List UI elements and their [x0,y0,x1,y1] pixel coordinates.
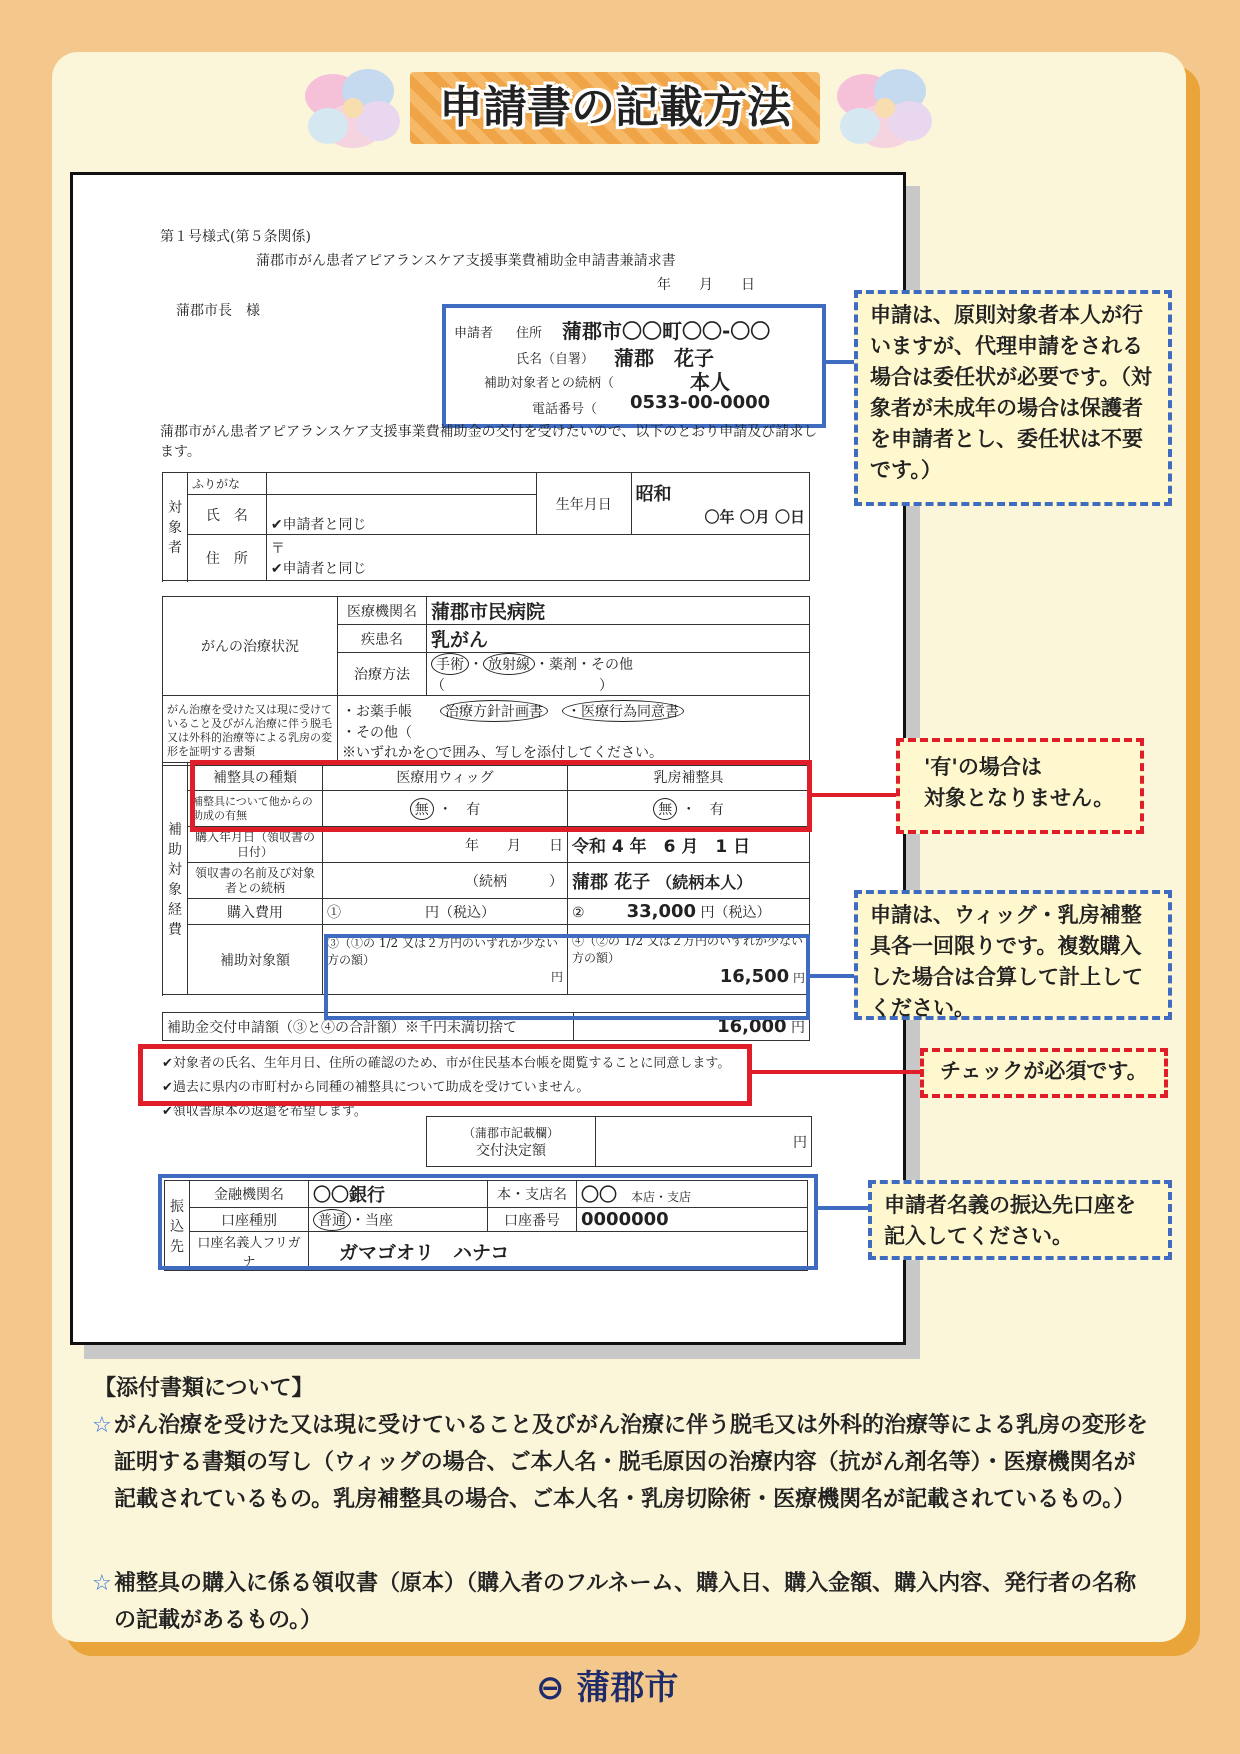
method-label: 治療方法 [338,653,427,696]
sub3-text: ③（①の 1/2 又は２万円のいずれか少ない方の額） [327,936,558,967]
cost-wig: ① 円（税込） [323,899,568,925]
cost-breast-suffix: 円（税込） [700,905,771,921]
birthdate-cell [631,473,809,535]
attachment-item-2 [92,1565,1152,1639]
name-same-text: 申請者と同じ [282,517,367,533]
other-aid-label: 補整具について他からの助成の有無 [188,791,323,827]
birthdate-label: 生年月日 [536,473,631,535]
account-type-alt: ・当座 [351,1212,393,1229]
cost-breast-prefix: ② [572,905,585,921]
treatment-table [162,596,810,766]
breast-none-circled: 無 [653,798,677,820]
receipt-wig: （続柄 ） [323,863,568,899]
attachment-item-1 [92,1407,1152,1518]
bank-label: 金融機関名 [190,1181,309,1208]
name-value: 蒲郡 花子 [614,346,714,370]
subsidy-connector [806,974,854,978]
wig-yes: ・ 有 [438,801,481,818]
treatment-status-label: がんの治療状況 [163,597,338,696]
cost-breast-cell [568,899,810,925]
breast-yes: ・ 有 [681,801,724,818]
relation-value: 本人 [690,370,730,394]
attachment-item-2-text: 補整具の購入に係る領収書（原本）（購入者のフルネーム、購入日、購入金額、購入内容、発行者の名称の記載があるもの。） [114,1571,1137,1633]
check-item-3: ✔領収書原本の返還を希望します。 [162,1104,367,1119]
flower-decoration-right-icon [830,56,940,156]
name-label: 氏名（自署） [516,352,595,367]
check-connector [750,1070,920,1074]
account-no-value: 0000000 [577,1208,808,1232]
form-intro: 蒲郡市がん患者アピアランスケア支援事業費補助金の交付を受けたいので、以下のとおり申請及び請求します。 [160,424,818,460]
holder-value: ガマゴオリ ハナコ [309,1232,808,1271]
name-same-cell: ✔申請者と同じ [266,495,536,535]
form-heading: 蒲郡市がん患者アピアランスケア支援事業費補助金申請書兼請求書 [256,253,676,269]
cost-breast: 33,000 [626,901,697,922]
transfer-label: 振込先 [165,1181,190,1271]
receipt-breast-relation: （続柄本人） [664,872,753,892]
check-highlight-box [138,1044,752,1106]
subject-table [162,472,810,581]
proof-opt3-circled: ・医療行為同意書 [562,700,684,722]
phone-value: 0533-00-0000 [630,392,771,413]
device-type-label: 補整具の種類 [188,763,323,791]
branch-label: 本・支店名 [488,1181,577,1208]
purchase-date-breast: 令和 4 年 6 月 1 日 [568,827,810,863]
callout-check: チェックが必須です。 [920,1048,1168,1098]
attachment-item-1-text: がん治療を受けた又は現に受けていること及びがん治療に伴う脱毛又は外科的治療等による乳房の変形を証明する書類の写し（ウィッグの場合、ご本人名・脱毛原因の治療内容（抗がん剤名等）・医療機関名が記載されているもの。乳房補整具の場合、ご本人名・乳房切除術・医療機関名が記載されているもの。） [114,1413,1149,1512]
bank-value: 〇〇銀行 [309,1181,488,1208]
check-2-text: 過去に県内の市町村から同種の補整具について助成を受けていません。 [172,1080,590,1095]
city-column-label: （蒲郡市記載欄） [462,1125,559,1140]
form-date: 年 月 日 [657,277,755,293]
check-3-text: 領収書原本の返還を希望します。 [172,1104,367,1119]
sub4-text: ④（②の 1/2 又は２万円のいずれか少ない方の額） [572,934,803,965]
phone-label: 電話番号（ [532,402,598,417]
furigana-cell [266,473,536,495]
account-type-label: 口座種別 [190,1208,309,1232]
subsidy-amount-highlight-box [324,934,810,1020]
sub3-value: 円 [550,970,563,984]
purchase-date-wig: 年 月 日 [323,827,568,863]
disease-label: 疾患名 [338,625,427,653]
applicant-highlight-box [442,304,826,428]
city-logo [536,1663,678,1713]
proof-opt2-circled: 治療方針計画書 [440,700,548,722]
callout-account: 申請者名義の振込先口座を記入してください。 [868,1180,1172,1260]
star-icon: ☆ [92,1413,112,1438]
relation-label: 補助対象者との続柄（ [484,376,615,391]
branch-suffix: 本店・支店 [631,1190,692,1204]
city-name: 蒲郡市 [576,1668,679,1708]
star-icon: ☆ [92,1571,112,1596]
receipt-name-label: 領収書の名前及び対象者との続柄 [188,863,323,899]
city-column-table [426,1116,812,1167]
proof-cell [338,696,810,766]
address-same-text: 申請者と同じ [282,560,367,577]
purchase-date-label: 購入年月日（領収書の日付） [188,827,323,863]
applicant-label: 申請者 [454,326,494,341]
attachments-heading: 【添付書類について】 [94,1376,314,1401]
callout-applicant: 申請は、原則対象者本人が行いますが、代理申請をされる場合は委任状が必要です。（対象者が未成年の場合は保護者を申請者とし、委任状は不要です。） [854,290,1172,506]
check-1-text: 対象者の氏名、生年月日、住所の確認のため、市が住民基本台帳を閲覧することに同意します。 [172,1056,731,1071]
institution-label: 医療機関名 [338,597,427,625]
receipt-breast-cell [568,863,810,899]
sub4-value: 16,500 [719,966,790,987]
wig-label: 医療用ウィッグ [323,763,568,791]
method-surgery-circled: 手術 [431,653,469,675]
cost-label: 購入費用 [188,899,323,925]
check-item-1: ✔対象者の氏名、生年月日、住所の確認のため、市が住民基本台帳を閲覧することに同意します。 [162,1056,731,1071]
subsidy-amount-label: 補助対象額 [188,925,323,995]
total-value: 16,000 [717,1016,787,1037]
subject-header: 対象者 [163,473,188,581]
wig-none-circled: 無 [410,798,434,820]
receipt-breast-name: 蒲郡 花子 [572,871,651,893]
proof-other: ・その他（ [342,724,412,741]
page-title: 申請書の記載方法 [439,82,791,133]
total-label: 補助金交付申請額（③と④の合計額）※千円未満切捨て [163,1013,574,1041]
aid-highlight-box [190,760,812,832]
method-cell: 手術 ・ 放射線 ・薬剤・その他（ ） [427,653,810,696]
method-radiation-circled: 放射線 [483,653,535,675]
total-yen: 円 [791,1020,805,1036]
applicant-connector [822,360,854,364]
proof-label: がん治療を受けた又は現に受けていること及びがん治療に伴う脱毛又は外科的治療等による乳房の変形を証明する書類 [163,696,338,766]
shimei-label: 氏 名 [187,495,266,535]
proof-note: ※いずれかを○で囲み、写しを添付してください。 [342,744,664,761]
city-column-cell [427,1117,596,1167]
callout-once: 申請は、ウィッグ・乳房補整具各一回限りです。複数購入した場合は合算して計上してください。 [854,890,1172,1020]
form-style-number: 第１号様式(第５条関係) [160,229,311,245]
birth-value: 〇年 〇月 〇日 [704,508,805,526]
bank-connector [814,1206,868,1210]
decision-label: 交付決定額 [476,1142,546,1159]
address-label: 住所 [516,326,543,341]
flower-decoration-left-icon [298,56,408,156]
account-no-label: 口座番号 [488,1208,577,1232]
aid-connector [807,793,897,797]
holder-label: 口座名義人フリガナ [190,1232,309,1271]
form-addressee: 蒲郡市長 様 [176,303,260,319]
callout-aid: '有'の場合は 対象となりません。 [896,738,1144,834]
institution-value: 蒲郡市民病院 [427,597,810,625]
postal-mark: 〒 [270,540,285,557]
breast-label: 乳房補整具 [568,763,810,791]
address-value: 蒲郡市〇〇町〇〇-〇〇 [562,319,771,343]
account-type-circled: 普通 [313,1209,351,1231]
branch-value: 〇〇 [581,1185,617,1206]
disease-value: 乳がん [427,625,810,653]
proof-opt1: ・お薬手帳 [342,703,412,720]
subsidy-target-label: 補助対象経費 [163,763,188,995]
sub4-yen: 円 [792,971,805,985]
bank-highlight-box [158,1174,818,1270]
city-mark-icon: ⊖ [536,1668,565,1708]
check-item-2: ✔過去に県内の市町村から同種の補整具について助成を受けていません。 [162,1080,590,1095]
decision-yen: 円 [596,1117,812,1167]
furigana-label: ふりがな [187,473,266,495]
method-rest: ・薬剤・その他（ ） [431,657,633,694]
era-value: 昭和 [635,484,672,505]
address-same-cell: 〒 ✔申請者と同じ [266,535,809,581]
jusho-label: 住 所 [187,535,266,581]
